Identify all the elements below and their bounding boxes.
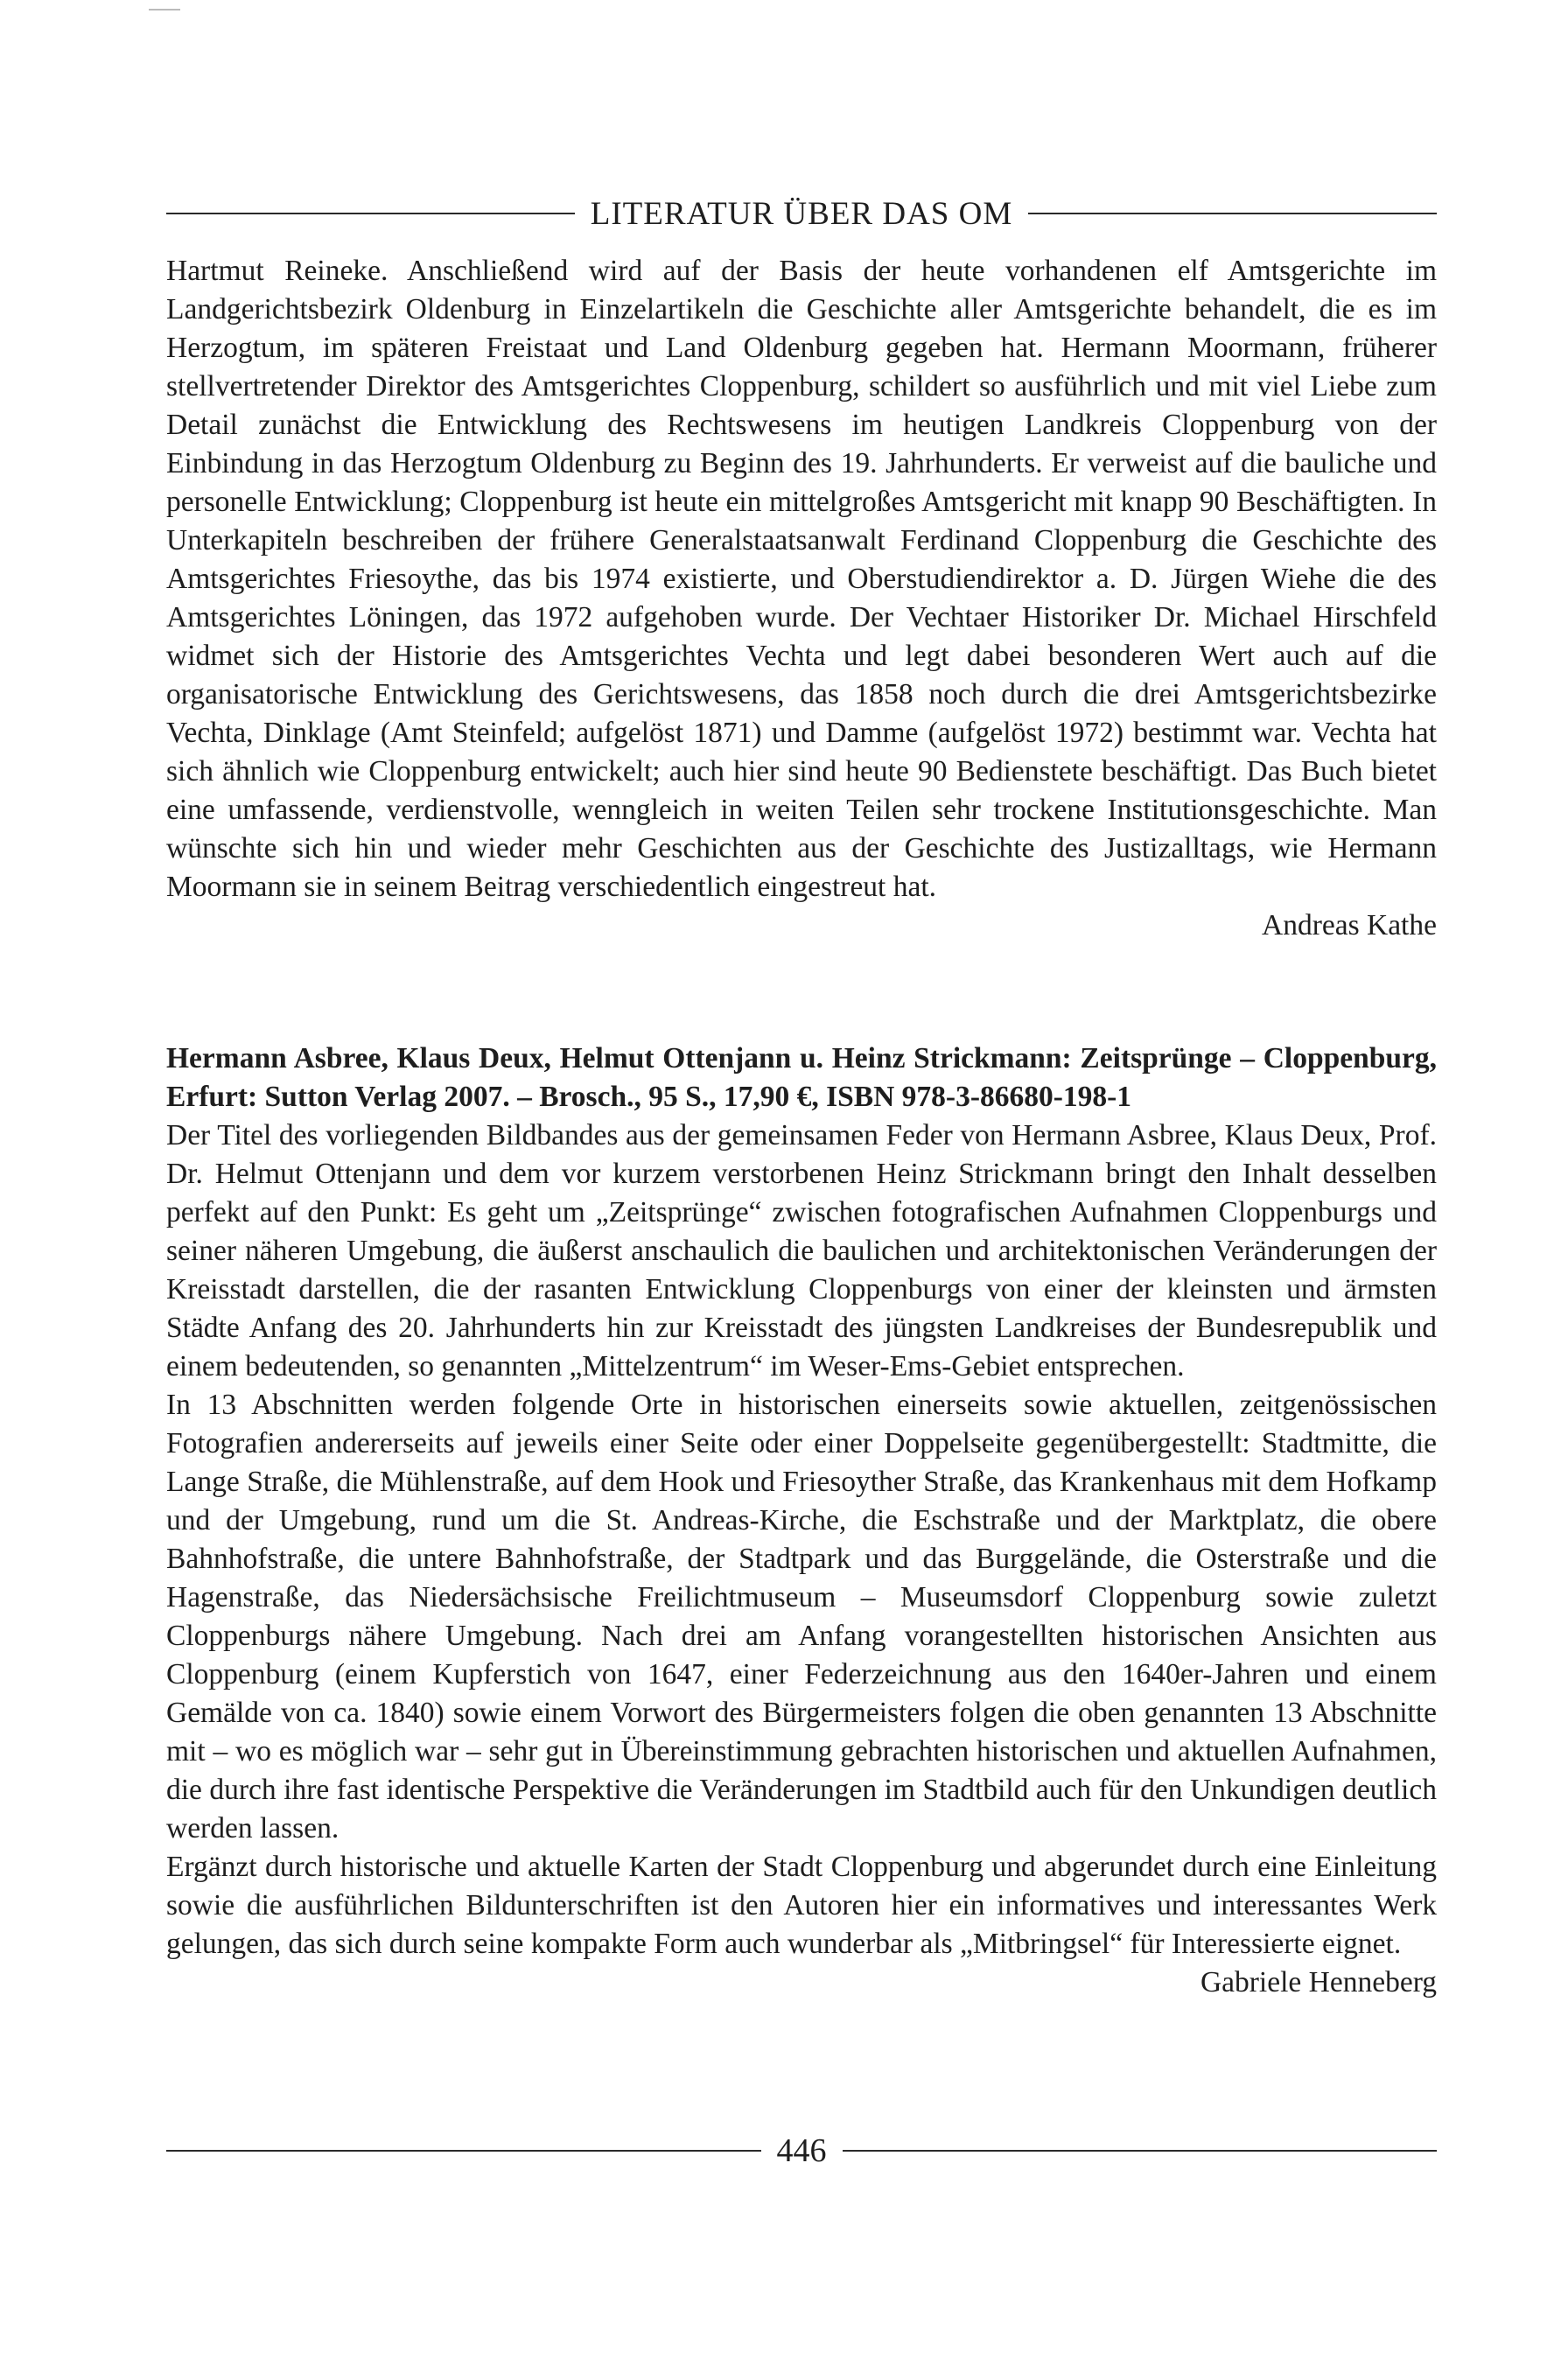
page-number: 446 [776,2132,827,2169]
header-rule-left [166,213,575,214]
scan-mark [149,9,180,10]
running-header-title: LITERATUR ÜBER DAS OM [590,195,1013,232]
review-1-text: Hartmut Reineke. Anschließend wird auf der Basis der heute vorhandenen elf Amtsgerichte im Landgerichtsbezirk Oldenburg in Einzelartikeln die Geschichte aller Amtsgerichte behandelt, die es im Herzogtum, im späteren Freistaat und Land Oldenburg gegeben hat. Hermann Moormann, früherer stellvertretender Direktor des Amtsgerichtes Cloppenburg, schildert so ausführlich und mit viel Liebe zum Detail zunächst die Entwicklung des Rechtswesens im heutigen Landkreis Cloppenburg von der Einbindung in das Herzogtum Oldenburg zu Beginn des 19. Jahrhunderts. Er verweist auf die bauliche und personelle Entwicklung; Cloppenburg ist heute ein mittelgroßes Amtsgericht mit knapp 90 Beschäftigten. In Unterkapiteln beschreiben der frühere Generalstaatsanwalt Ferdinand Cloppenburg die Geschichte des Amtsgerichtes Friesoythe, das bis 1974 existierte, und Oberstudiendirektor a. D. Jürgen Wiehe die des Amtsgerichtes Löningen, das 1972 aufgehoben wurde. Der Vechtaer Historiker Dr. Michael Hirschfeld widmet sich der Historie des Amtsgerichtes Vechta und legt dabei besonderen Wert auch auf die organisatorische Entwicklung des Gerichtswesens, das 1858 noch durch die drei Amtsgerichtsbezirke Vechta, Dinklage (Amt Steinfeld; aufgelöst 1871) und Damme (aufgelöst 1972) bestimmt war. Vechta hat sich ähnlich wie Cloppenburg entwickelt; auch hier sind heute 90 Bedienstete beschäftigt. Das Buch bietet eine umfassende, verdienstvolle, wenngleich in weiten Teilen sehr trockene Institutionsgeschichte. Man wünschte sich hin und wieder mehr Geschichten aus der Geschichte des Justizalltags, wie Hermann Moormann sie in seinem Beitrag verschiedentlich eingestreut hat. [166,255,1437,903]
page-footer [166,2124,1437,2177]
running-header [166,187,1437,240]
review-2-author: Gabriele Henneberg [1200,1966,1437,1998]
review-2-paragraph-2: In 13 Abschnitten werden folgende Orte in historischen einerseits sowie aktuellen, zeitgenössischen Fotografien andererseits auf jeweils einer Seite oder einer Doppelseite gegenübergestellt: Stadtmitte, die Lange Straße, die Mühlenstraße, auf dem Hook und Friesoyther Straße, das Krankenhaus mit dem Hofkamp und der Umgebung, rund um die St. Andreas-Kirche, die Eschstraße und der Marktplatz, die obere Bahnhofstraße, die untere Bahnhofstraße, der Stadtpark und das Burggelände, die Osterstraße und die Hagenstraße, das Niedersächsische Freilichtmuseum – Museumsdorf Cloppenburg sowie zuletzt Cloppenburgs nähere Umgebung. Nach drei am Anfang vorangestellten historischen Ansichten aus Cloppenburg (einem Kupferstich von 1647, einer Federzeichnung aus den 1640er-Jahren und einem Gemälde von ca. 1840) sowie einem Vorwort des Bürgermeisters folgen die oben genannten 13 Abschnitte mit – wo es möglich war – sehr gut in Übereinstimmung gebrachten historischen und aktuellen Aufnahmen, die durch ihre fast identische Perspektive die Veränderungen im Stadtbild auch für den Unkundigen deutlich werden lassen. [166,1389,1437,1844]
page-content [166,252,1437,2002]
review-2-paragraph-1: Der Titel des vorliegenden Bildbandes aus der gemeinsamen Feder von Hermann Asbree, Klaus Deux, Prof. Dr. Helmut Ottenjann und dem vor kurzem verstorbenen Heinz Strickmann bringt den Inhalt desselben perfekt auf den Punkt: Es geht um „Zeitsprünge“ zwischen fotografischen Aufnahmen Cloppenburgs und seiner näheren Umgebung, die äußerst anschaulich die baulichen und architektonischen Veränderungen der Kreisstadt darstellen, die der rasanten Entwicklung Cloppenburgs von einer der kleinsten und ärmsten Städte Anfang des 20. Jahrhunderts hin zur Kreisstadt des jüngsten Landkreises der Bundesrepublik und einem bedeutenden, so genannten „Mittelzentrum“ im Weser-Ems-Gebiet entsprechen. [166,1119,1437,1382]
review-2 [166,1040,1437,2002]
review-1-author: Andreas Kathe [1262,909,1437,942]
review-2-paragraph-3: Ergänzt durch historische und aktuelle Karten der Stadt Cloppenburg und abgerundet durch eine Einleitung sowie die ausführlichen Bildunterschriften ist den Autoren hier ein informatives und interessantes Werk gelungen, das sich durch seine kompakte Form auch wunderbar als „Mitbringsel“ für Interessierte eignet. [166,1851,1437,1960]
footer-rule-left [166,2150,761,2152]
review-1 [166,252,1437,945]
footer-rule-right [843,2150,1438,2152]
review-2-heading: Hermann Asbree, Klaus Deux, Helmut Ottenjann u. Heinz Strickmann: Zeitsprünge – Cloppenburg, Erfurt: Sutton Verlag 2007. – Brosch., 95 S., 17,90 €, ISBN 978-3-86680-198-1 [166,1042,1437,1113]
header-rule-right [1028,213,1437,214]
